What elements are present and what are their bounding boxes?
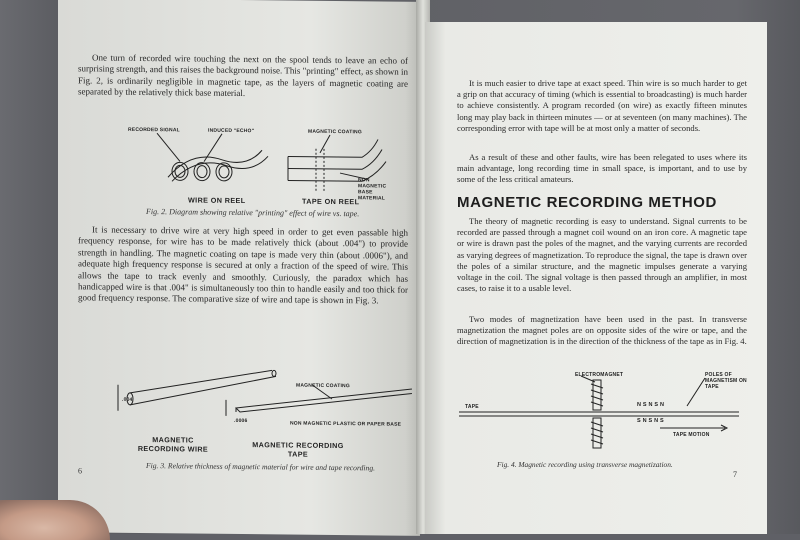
- label-0006: .0006: [234, 417, 248, 425]
- figure-3-diagram: [72, 354, 412, 428]
- right-paragraph-1: It is much easier to drive tape at exact speed. Thin wire is so much harder to get a grip on that accuracy of timing (which is essential to broadcasting) is much harder to achieve consistently. A program recorded (on wire) as exactly fifteen minutes long may play back in thirteen minutes — or at seventeen (on many machines). The corresponding error with tape will be at most only a matter of seconds.: [457, 78, 747, 133]
- page-number-right: 7: [733, 470, 737, 479]
- left-paragraph-2: It is necessary to drive wire at very high speed in order to get even passable high frequency response, for wire has to be made relatively thick (about .004") to provide strength in handling. The magnetic coating on tape is made very thin (about .0006"), and adequate high frequency response is secured at only a fraction of the speed of wire. This allows the tape to track evenly and smoothly. Curiously, the paradox which has handicapped wire is that .004" is simultaneously too thin to handle easily and too thick for good frequency response. The comparative size of wire and tape is shown in Fig. 3.: [78, 224, 408, 306]
- label-tape-motion: TAPE MOTION: [673, 432, 710, 438]
- label-induced-echo: INDUCED "ECHO": [208, 127, 255, 135]
- left-paragraph-1: One turn of recorded wire touching the next on the spool tends to leave an echo of surprising strength, and this raises the background noise. This "printing" effect, as shown in Fig. 2, is ordinarily negligible in magnetic tape, as the layers of magnetic coating are separated by the relatively thick base material.: [78, 52, 408, 99]
- tape-strip: [236, 386, 412, 414]
- label-magnetic-recording-wire: MAGNETIC RECORDING WIRE: [137, 435, 209, 454]
- label-fig3-magnetic-coating: MAGNETIC COATING: [296, 382, 350, 390]
- label-004: .004: [122, 396, 133, 403]
- label-poles-of-magnetism: POLES OF MAGNETISM ON TAPE: [705, 372, 747, 390]
- label-fig3-base: NON MAGNETIC PLASTIC OR PAPER BASE: [290, 420, 402, 428]
- right-page: [425, 22, 767, 534]
- left-page: [58, 0, 420, 536]
- electromagnet-core: [593, 380, 601, 410]
- label-tape-on-reel: TAPE ON REEL: [302, 196, 360, 207]
- label-electromagnet: ELECTROMAGNET: [575, 372, 624, 378]
- section-heading: MAGNETIC RECORDING METHOD: [457, 194, 717, 211]
- figure-2-caption: Fig. 2. Diagram showing relative "printing" effect of wire vs. tape.: [146, 207, 360, 219]
- figure-4-caption: Fig. 4. Magnetic recording using transverse magnetization.: [497, 460, 673, 469]
- right-paragraph-2: As a result of these and other faults, wire has been relegated to uses where its main advantage, long recording time in small space, is important, and to use by some of the less critical amateurs.: [457, 152, 747, 185]
- label-recorded-signal: RECORDED SIGNAL: [128, 126, 180, 134]
- figure-3-caption: Fig. 3. Relative thickness of magnetic material for wire and tape recording.: [146, 461, 376, 473]
- label-poles-bottom: S N S N S: [637, 418, 664, 424]
- label-non-magnetic-base: NON MAGNETIC BASE MATERIAL: [358, 177, 387, 202]
- right-paragraph-3: The theory of magnetic recording is easy to understand. Signal currents to be recorded are passed through a magnet coil wound on an iron core. A magnetic tape or wire is drawn past the poles of the magnet, and the varying currents are recorded as varying degrees of magnetization. To reproduce the signal, the tape is drawn over the poles of a similar structure, and the magnetic impulses generate a varying voltage in the coil. The signal voltage is then passed through an amplifier, in most cases, to raise it to a usable level.: [457, 216, 747, 294]
- page-number-left: 6: [78, 466, 82, 476]
- label-magnetic-coating: MAGNETIC COATING: [308, 128, 362, 136]
- label-wire-on-reel: WIRE ON REEL: [188, 195, 246, 206]
- label-magnetic-recording-tape: MAGNETIC RECORDING TAPE: [252, 440, 344, 459]
- label-poles-top: N S N S N: [637, 402, 665, 408]
- right-paragraph-4: Two modes of magnetization have been used in the past. In transverse magnetization the magnet poles are on opposite sides of the wire or tape, and the direction of magnetization is in the direction of the thickness of the tape as in Fig. 4.: [457, 314, 747, 347]
- label-tape: TAPE: [465, 404, 479, 410]
